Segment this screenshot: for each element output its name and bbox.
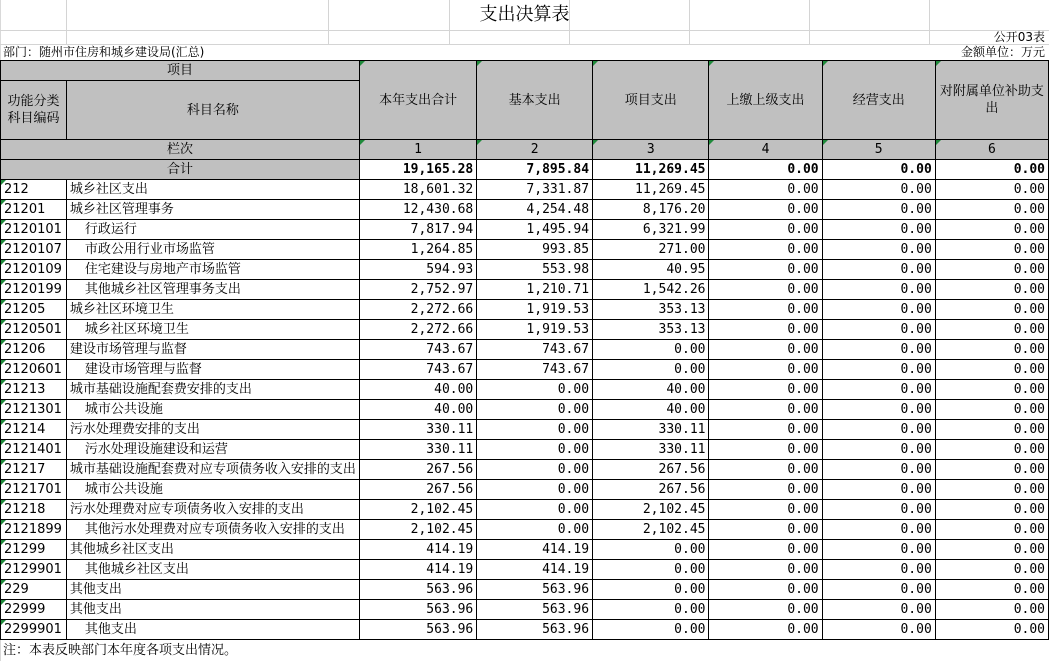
row-code: 2120107 (1, 240, 67, 260)
column-number: 6 (935, 140, 1048, 160)
row-value: 40.95 (593, 260, 709, 280)
row-name: 其他支出 (66, 600, 359, 620)
row-value: 0.00 (822, 380, 935, 400)
row-value: 0.00 (935, 220, 1048, 240)
row-value: 2,102.45 (359, 500, 476, 520)
row-value: 0.00 (822, 500, 935, 520)
row-value: 0.00 (593, 580, 709, 600)
row-value: 0.00 (822, 460, 935, 480)
row-value: 0.00 (709, 200, 822, 220)
row-value: 0.00 (709, 540, 822, 560)
row-value: 0.00 (593, 340, 709, 360)
row-value: 0.00 (477, 480, 593, 500)
row-value: 0.00 (822, 480, 935, 500)
row-value: 1,495.94 (477, 220, 593, 240)
row-value: 0.00 (477, 420, 593, 440)
row-value: 0.00 (935, 380, 1048, 400)
row-value: 0.00 (935, 260, 1048, 280)
table-row (1, 500, 1049, 520)
row-value: 743.67 (477, 360, 593, 380)
row-value: 0.00 (935, 340, 1048, 360)
row-value: 0.00 (709, 340, 822, 360)
row-value: 0.00 (935, 180, 1048, 200)
row-value: 2,272.66 (359, 300, 476, 320)
row-value: 0.00 (709, 600, 822, 620)
row-value: 0.00 (822, 200, 935, 220)
column-number: 1 (359, 140, 476, 160)
column-number: 5 (822, 140, 935, 160)
row-value: 0.00 (593, 360, 709, 380)
row-value: 0.00 (822, 540, 935, 560)
row-value: 0.00 (935, 320, 1048, 340)
row-value: 0.00 (477, 500, 593, 520)
row-name: 建设市场管理与监督 (66, 340, 359, 360)
row-value: 0.00 (709, 520, 822, 540)
table-row (1, 620, 1049, 640)
row-name: 建设市场管理与监督 (66, 360, 359, 380)
row-code: 2120501 (1, 320, 67, 340)
row-value: 1,210.71 (477, 280, 593, 300)
table-row (1, 400, 1049, 420)
row-value: 0.00 (935, 600, 1048, 620)
row-value: 0.00 (935, 400, 1048, 420)
expenditure-table (0, 60, 1049, 640)
row-name: 城市基础设施配套费安排的支出 (66, 380, 359, 400)
header-col6: 对附属单位补助支出 (935, 61, 1048, 140)
row-value: 0.00 (709, 380, 822, 400)
row-label: 栏次 (1, 140, 360, 160)
row-code: 2121301 (1, 400, 67, 420)
row-value: 0.00 (935, 280, 1048, 300)
row-value: 0.00 (709, 220, 822, 240)
row-value: 0.00 (709, 560, 822, 580)
row-name: 污水处理费对应专项债务收入安排的支出 (66, 500, 359, 520)
header-col3: 项目支出 (593, 61, 709, 140)
total-label: 合计 (1, 160, 360, 180)
row-value: 0.00 (935, 200, 1048, 220)
table-row (1, 560, 1049, 580)
row-value: 0.00 (709, 480, 822, 500)
row-value: 993.85 (477, 240, 593, 260)
total-value: 0.00 (822, 160, 935, 180)
row-value: 7,331.87 (477, 180, 593, 200)
row-code: 21201 (1, 200, 67, 220)
row-value: 1,919.53 (477, 320, 593, 340)
row-value: 330.11 (359, 420, 476, 440)
row-value: 414.19 (359, 540, 476, 560)
row-value: 18,601.32 (359, 180, 476, 200)
row-code: 21299 (1, 540, 67, 560)
row-value: 0.00 (477, 380, 593, 400)
row-value: 12,430.68 (359, 200, 476, 220)
page-title: 支出决算表 (479, 4, 570, 25)
total-value: 11,269.45 (593, 160, 709, 180)
row-value: 0.00 (709, 320, 822, 340)
row-value: 271.00 (593, 240, 709, 260)
table-row (1, 220, 1049, 240)
row-value: 0.00 (593, 600, 709, 620)
row-value: 40.00 (359, 380, 476, 400)
table-row (1, 320, 1049, 340)
row-value: 8,176.20 (593, 200, 709, 220)
column-number: 4 (709, 140, 822, 160)
column-number: 2 (477, 140, 593, 160)
row-value: 0.00 (935, 360, 1048, 380)
row-value: 267.56 (359, 460, 476, 480)
row-code: 22999 (1, 600, 67, 620)
row-value: 0.00 (709, 360, 822, 380)
total-value: 19,165.28 (359, 160, 476, 180)
row-value: 353.13 (593, 320, 709, 340)
row-name: 市政公用行业市场监管 (66, 240, 359, 260)
header-col2: 基本支出 (477, 61, 593, 140)
table-row (1, 520, 1049, 540)
total-value: 0.00 (935, 160, 1048, 180)
row-value: 0.00 (709, 500, 822, 520)
row-value: 2,752.97 (359, 280, 476, 300)
header-subject-name: 科目名称 (66, 81, 359, 140)
row-value: 563.96 (359, 600, 476, 620)
row-value: 2,102.45 (359, 520, 476, 540)
table-row (1, 240, 1049, 260)
row-value: 0.00 (935, 480, 1048, 500)
row-code: 21217 (1, 460, 67, 480)
header-col5: 经营支出 (822, 61, 935, 140)
row-code: 21205 (1, 300, 67, 320)
row-value: 0.00 (935, 440, 1048, 460)
row-value: 0.00 (822, 260, 935, 280)
total-value: 7,895.84 (477, 160, 593, 180)
row-value: 0.00 (709, 300, 822, 320)
row-value: 0.00 (822, 300, 935, 320)
row-value: 0.00 (935, 300, 1048, 320)
row-value: 0.00 (593, 540, 709, 560)
table-row (1, 600, 1049, 620)
header-col1: 本年支出合计 (359, 61, 476, 140)
table-row (1, 360, 1049, 380)
row-value: 40.00 (593, 380, 709, 400)
department-label: 部门：随州市住房和城乡建设局(汇总) (3, 45, 205, 59)
row-name: 住宅建设与房地产市场监管 (66, 260, 359, 280)
header-func-code: 功能分类科目编码 (1, 81, 67, 140)
row-value: 0.00 (477, 520, 593, 540)
unit-label: 金额单位：万元 (960, 45, 1045, 59)
row-value: 330.11 (359, 440, 476, 460)
table-row (1, 420, 1049, 440)
row-value: 0.00 (822, 340, 935, 360)
row-value: 0.00 (822, 560, 935, 580)
row-value: 1,919.53 (477, 300, 593, 320)
row-code: 21206 (1, 340, 67, 360)
table-row (1, 440, 1049, 460)
row-value: 11,269.45 (593, 180, 709, 200)
row-value: 0.00 (822, 600, 935, 620)
row-code: 229 (1, 580, 67, 600)
row-value: 2,272.66 (359, 320, 476, 340)
header-item: 项目 (1, 61, 360, 81)
row-name: 城乡社区支出 (66, 180, 359, 200)
row-value: 0.00 (709, 400, 822, 420)
row-code: 21218 (1, 500, 67, 520)
row-name: 城市公共设施 (66, 480, 359, 500)
row-value: 0.00 (935, 620, 1048, 640)
footer-note: 注：本表反映部门本年度各项支出情况。 (3, 643, 238, 658)
row-value: 743.67 (359, 360, 476, 380)
row-value: 267.56 (593, 480, 709, 500)
table-row (1, 340, 1049, 360)
row-name: 其他支出 (66, 620, 359, 640)
row-value: 353.13 (593, 300, 709, 320)
row-value: 0.00 (935, 420, 1048, 440)
total-value: 0.00 (709, 160, 822, 180)
row-value: 330.11 (593, 420, 709, 440)
row-value: 0.00 (935, 520, 1048, 540)
row-value: 0.00 (709, 180, 822, 200)
row-value: 40.00 (359, 400, 476, 420)
row-value: 563.96 (359, 620, 476, 640)
row-value: 0.00 (709, 580, 822, 600)
row-value: 0.00 (822, 280, 935, 300)
table-row (1, 180, 1049, 200)
row-name: 其他城乡社区支出 (66, 560, 359, 580)
row-name: 其他污水处理费对应专项债务收入安排的支出 (66, 520, 359, 540)
row-value: 563.96 (477, 580, 593, 600)
row-value: 0.00 (709, 460, 822, 480)
row-name: 其他支出 (66, 580, 359, 600)
row-value: 2,102.45 (593, 520, 709, 540)
table-row (1, 480, 1049, 500)
row-value: 563.96 (477, 600, 593, 620)
row-code: 2121899 (1, 520, 67, 540)
table-row (1, 300, 1049, 320)
row-value: 4,254.48 (477, 200, 593, 220)
row-name: 其他城乡社区支出 (66, 540, 359, 560)
row-name: 其他城乡社区管理事务支出 (66, 280, 359, 300)
row-value: 267.56 (359, 480, 476, 500)
row-name: 城市公共设施 (66, 400, 359, 420)
table-row (1, 260, 1049, 280)
row-value: 414.19 (477, 560, 593, 580)
row-name: 行政运行 (66, 220, 359, 240)
row-value: 0.00 (822, 440, 935, 460)
row-value: 0.00 (822, 320, 935, 340)
row-value: 0.00 (822, 520, 935, 540)
row-code: 2299901 (1, 620, 67, 640)
row-code: 2129901 (1, 560, 67, 580)
table-code: 公开03表 (993, 30, 1045, 44)
row-value: 0.00 (593, 620, 709, 640)
row-value: 414.19 (477, 540, 593, 560)
row-value: 0.00 (822, 360, 935, 380)
row-code: 21214 (1, 420, 67, 440)
row-value: 0.00 (822, 580, 935, 600)
row-value: 563.96 (477, 620, 593, 640)
row-value: 0.00 (709, 260, 822, 280)
row-value: 0.00 (593, 560, 709, 580)
row-value: 6,321.99 (593, 220, 709, 240)
row-value: 0.00 (709, 620, 822, 640)
table-row (1, 580, 1049, 600)
table-row (1, 380, 1049, 400)
row-value: 7,817.94 (359, 220, 476, 240)
row-value: 0.00 (935, 460, 1048, 480)
table-row (1, 200, 1049, 220)
row-value: 0.00 (822, 620, 935, 640)
table-row (1, 280, 1049, 300)
row-value: 0.00 (935, 580, 1048, 600)
row-value: 0.00 (822, 180, 935, 200)
row-value: 0.00 (822, 420, 935, 440)
row-name: 污水处理费安排的支出 (66, 420, 359, 440)
row-name: 污水处理设施建设和运营 (66, 440, 359, 460)
row-value: 563.96 (359, 580, 476, 600)
row-value: 0.00 (709, 280, 822, 300)
row-code: 2120109 (1, 260, 67, 280)
table-row (1, 460, 1049, 480)
row-value: 2,102.45 (593, 500, 709, 520)
row-code: 2120199 (1, 280, 67, 300)
row-value: 1,542.26 (593, 280, 709, 300)
header-col4: 上缴上级支出 (709, 61, 822, 140)
row-value: 414.19 (359, 560, 476, 580)
row-code: 2121401 (1, 440, 67, 460)
row-name: 城乡社区管理事务 (66, 200, 359, 220)
row-value: 0.00 (709, 240, 822, 260)
row-name: 城市基础设施配套费对应专项债务收入安排的支出 (66, 460, 359, 480)
row-value: 594.93 (359, 260, 476, 280)
row-name: 城乡社区环境卫生 (66, 320, 359, 340)
row-value: 553.98 (477, 260, 593, 280)
row-value: 0.00 (935, 560, 1048, 580)
row-value: 0.00 (477, 460, 593, 480)
column-number: 3 (593, 140, 709, 160)
row-value: 0.00 (822, 220, 935, 240)
row-value: 330.11 (593, 440, 709, 460)
row-code: 2120101 (1, 220, 67, 240)
row-value: 0.00 (822, 400, 935, 420)
row-code: 2120601 (1, 360, 67, 380)
row-value: 0.00 (822, 240, 935, 260)
row-code: 2121701 (1, 480, 67, 500)
row-value: 743.67 (359, 340, 476, 360)
row-name: 城乡社区环境卫生 (66, 300, 359, 320)
row-value: 0.00 (709, 440, 822, 460)
row-value: 40.00 (593, 400, 709, 420)
row-value: 1,264.85 (359, 240, 476, 260)
row-value: 0.00 (709, 420, 822, 440)
row-value: 0.00 (935, 540, 1048, 560)
row-value: 267.56 (593, 460, 709, 480)
row-value: 0.00 (477, 440, 593, 460)
row-code: 212 (1, 180, 67, 200)
row-value: 743.67 (477, 340, 593, 360)
row-value: 0.00 (935, 240, 1048, 260)
row-code: 21213 (1, 380, 67, 400)
row-value: 0.00 (935, 500, 1048, 520)
row-value: 0.00 (477, 400, 593, 420)
table-row (1, 540, 1049, 560)
